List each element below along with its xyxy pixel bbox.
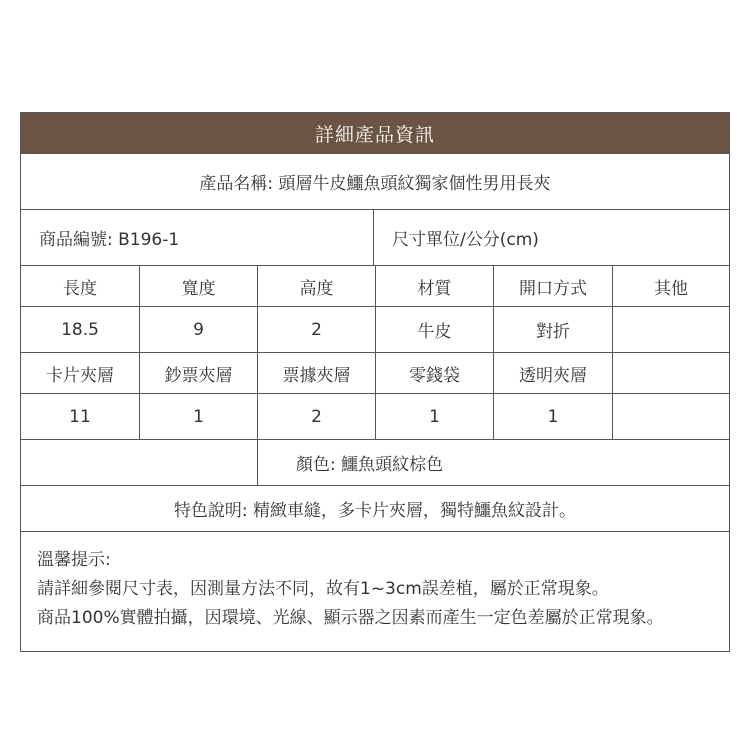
notice-block — [21, 531, 729, 651]
color-spacer — [21, 440, 257, 485]
pocket-value-receipt: 2 — [257, 394, 375, 439]
spec-value-other — [612, 307, 729, 352]
table-header-row — [21, 113, 729, 153]
pocket-value-card: 11 — [69, 406, 91, 427]
table-title: 詳細產品資訊 — [21, 113, 729, 153]
spec-value-row — [21, 306, 729, 352]
pocket-value-transparent: 1 — [493, 394, 612, 439]
spec-value-width: 9 — [139, 307, 257, 352]
pocket-header-card: 卡片夾層 — [46, 365, 114, 386]
spec-header-height: 高度 — [257, 266, 375, 306]
product-color: 顏色: 鱷魚頭紋棕色 — [257, 440, 729, 485]
spec-header-row — [21, 265, 729, 306]
pocket-value-bill: 1 — [139, 394, 257, 439]
pocket-header-coin: 零錢袋 — [375, 353, 493, 393]
notice-line-1: 請詳細參閱尺寸表，因測量方法不同，故有1~3cm誤差植，屬於正常現象。 — [37, 579, 609, 599]
pocket-header-row — [21, 352, 729, 393]
pocket-header-transparent: 透明夾層 — [493, 353, 612, 393]
notice-line-2: 商品100%實體拍攝，因環境、光線、顯示器之因素而產生一定色差屬於正常現象。 — [37, 608, 664, 628]
product-sku: 商品編號: B196-1 — [39, 230, 180, 250]
spec-header-length: 長度 — [63, 278, 97, 299]
spec-header-opening: 開口方式 — [493, 266, 612, 306]
pocket-value-coin: 1 — [375, 394, 493, 439]
spec-header-material: 材質 — [375, 266, 493, 306]
spec-header-other: 其他 — [612, 266, 729, 306]
feature-row — [21, 485, 729, 531]
spec-value-height: 2 — [257, 307, 375, 352]
sku-unit-row — [21, 209, 729, 265]
spec-value-length: 18.5 — [61, 319, 99, 340]
spec-value-material: 牛皮 — [375, 307, 493, 352]
spec-header-width: 寬度 — [139, 266, 257, 306]
pocket-value-empty — [612, 394, 729, 439]
pocket-header-receipt: 票據夾層 — [257, 353, 375, 393]
pocket-value-row — [21, 393, 729, 439]
product-info-table — [20, 112, 730, 652]
spec-value-opening: 對折 — [493, 307, 612, 352]
product-feature: 特色說明: 精緻車縫，多卡片夾層，獨特鱷魚紋設計。 — [173, 501, 577, 521]
pocket-header-empty — [612, 353, 729, 393]
color-row — [21, 439, 729, 485]
notice-title: 溫馨提示: — [37, 550, 111, 570]
product-name-row — [21, 153, 729, 209]
product-name: 產品名稱: 頭層牛皮鱷魚頭紋獨家個性男用長夾 — [199, 174, 551, 194]
size-unit: 尺寸單位/公分(cm) — [373, 210, 729, 265]
pocket-header-bill: 鈔票夾層 — [139, 353, 257, 393]
